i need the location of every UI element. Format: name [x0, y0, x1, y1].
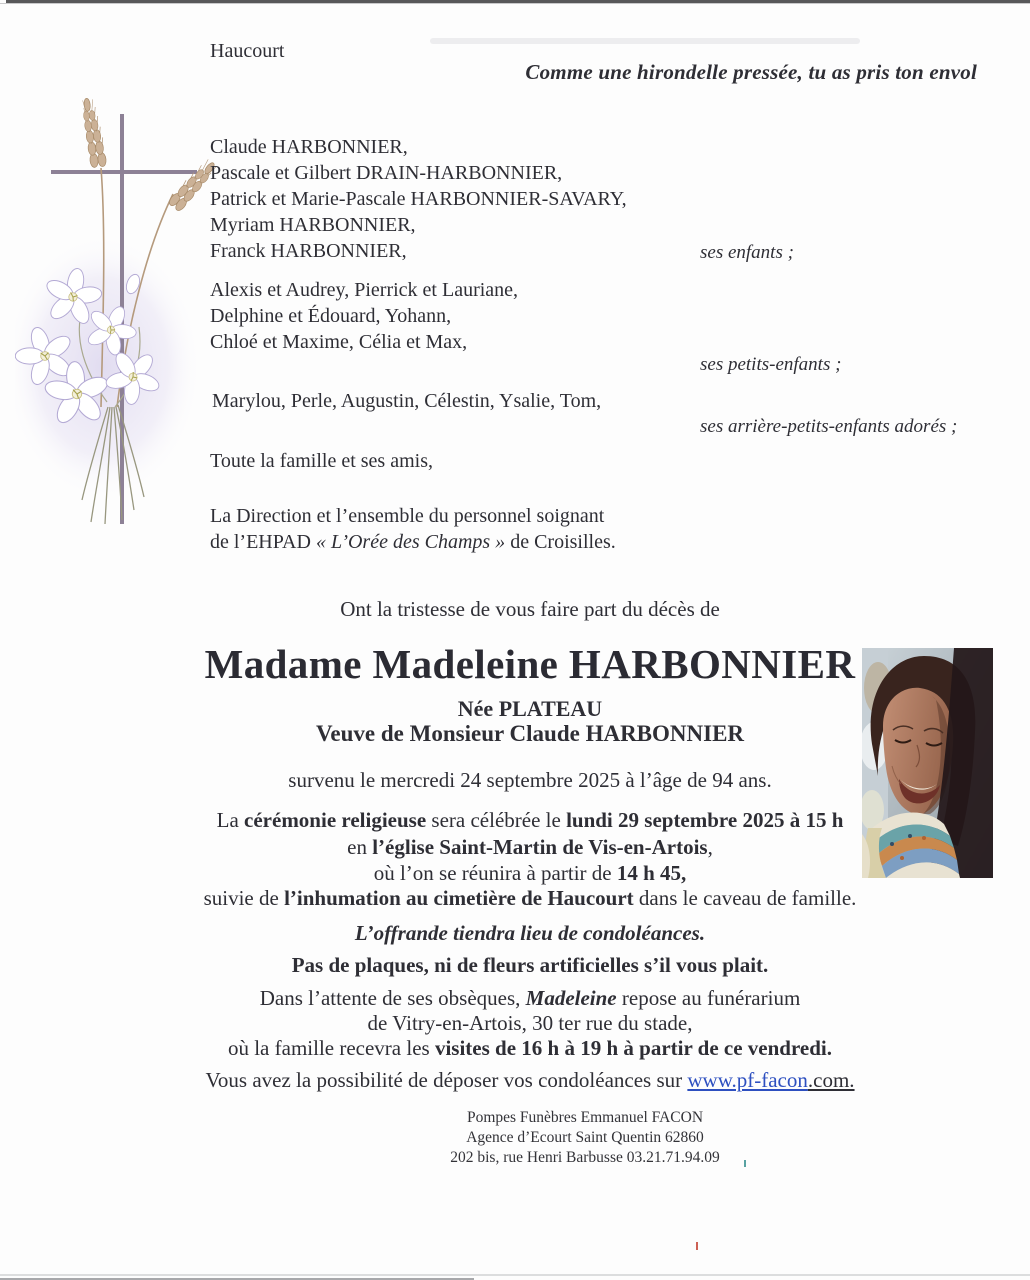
text-segment: repose au funérarium [616, 986, 801, 1010]
staff-line-2-suffix: de Croisilles. [505, 531, 616, 553]
list-item: Chloé et Maxime, Célia et Max, [210, 331, 468, 353]
all-family-line: Toute la famille et ses amis, [210, 450, 433, 472]
funeral-home-address: 202 bis, rue Henri Barbusse 03.21.71.94.09 [450, 1149, 720, 1166]
scan-speck-red [696, 1242, 698, 1250]
list-item: Myriam HARBONNIER, [210, 214, 416, 236]
ceremony-line-1 [55, 808, 1005, 833]
staff-line-2-prefix: de l’EHPAD [210, 531, 316, 553]
church-name: l’église Saint-Martin de Vis-en-Artois [372, 835, 708, 859]
text-segment: en [347, 835, 373, 859]
gathering-time: 14 h 45, [616, 861, 687, 885]
text-segment: dans le caveau de famille. [633, 886, 857, 910]
list-item: Pascale et Gilbert DRAIN-HARBONNIER, [210, 162, 563, 184]
scan-smudge [430, 38, 860, 44]
scan-edge-bottom [0, 1274, 1030, 1276]
children-names-list [210, 134, 627, 264]
text-segment: où l’on se réunira à partir de [373, 861, 617, 885]
list-item: Franck HARBONNIER, [210, 240, 407, 262]
widow-line: Veuve de Monsieur Claude HARBONNIER [315, 721, 745, 746]
repose-line-2: de Vitry-en-Artois, 30 ter rue du stade, [367, 1011, 693, 1035]
text-segment: suivie de [203, 886, 285, 910]
epigraph-quote: Comme une hirondelle pressée, tu as pris ton envol [525, 60, 977, 84]
death-date-line: survenu le mercredi 24 septembre 2025 à l’âge de 94 ans. [288, 768, 772, 792]
scan-edge-top-light [0, 3, 1030, 4]
list-item: Alexis et Audrey, Pierrick et Lauriane, [210, 279, 519, 301]
list-item: Patrick et Marie-Pascale HARBONNIER-SAVARY, [210, 188, 627, 210]
grandchildren-names-list [210, 277, 518, 355]
ceremony-type: cérémonie religieuse [244, 808, 427, 832]
list-item: Claude HARBONNIER, [210, 136, 408, 158]
children-relationship-label: ses enfants ; [700, 242, 794, 263]
offering-line: L’offrande tiendra lieu de condoléances. [354, 921, 706, 945]
great-grandchildren-relationship-label: ses arrière-petits-enfants adorés ; [700, 416, 958, 437]
ceremony-line-4 [55, 886, 1005, 911]
visits-line [55, 1036, 1005, 1061]
ehpad-name: « L’Orée des Champs » [315, 531, 506, 553]
deceased-name-title: Madame Madeleine HARBONNIER [204, 641, 856, 687]
ceremony-date-time: lundi 29 septembre 2025 à 15 h [566, 808, 844, 832]
announcement-intro: Ont la tristesse de vous faire part du décès de [340, 597, 720, 621]
funeral-home-agency: Agence d’Ecourt Saint Quentin 62860 [466, 1129, 704, 1146]
place-name: Haucourt [210, 40, 285, 62]
condolences-link-suffix: .com. [807, 1068, 855, 1092]
maiden-name: Née PLATEAU [457, 696, 603, 721]
repose-line-1 [55, 986, 1005, 1011]
condolences-line [55, 1068, 1005, 1093]
list-item: Delphine et Édouard, Yohann, [210, 305, 452, 327]
funeral-home-block [135, 1108, 1030, 1168]
deceased-first-name: Madeleine [525, 986, 617, 1010]
grandchildren-relationship-label: ses petits-enfants ; [700, 354, 842, 375]
funeral-home-name: Pompes Funèbres Emmanuel FACON [466, 1109, 704, 1126]
visit-hours: visites de 16 h à 19 h à partir de ce vendredi. [434, 1036, 833, 1060]
ceremony-line-3 [55, 861, 1005, 886]
cross-flowers-illustration [15, 72, 230, 527]
text-segment: sera célébrée le [426, 808, 567, 832]
condolences-website-link[interactable]: www.pf-facon [687, 1068, 808, 1092]
no-plaques-line: Pas de plaques, ni de fleurs artificielles s’il vous plait. [291, 953, 769, 977]
great-grandchildren-names: Marylou, Perle, Augustin, Célestin, Ysalie, Tom, [212, 390, 602, 412]
text-segment: Vous avez la possibilité de déposer vos condoléances sur [205, 1068, 688, 1092]
staff-line-2 [210, 529, 616, 555]
ceremony-line-2 [55, 835, 1005, 860]
text-segment: Dans l’attente de ses obsèques, [259, 986, 526, 1010]
care-staff-lines [210, 503, 616, 555]
burial-place: l’inhumation au cimetière de Haucourt [284, 886, 634, 910]
text-segment: où la famille recevra les [227, 1036, 435, 1060]
staff-line-1: La Direction et l’ensemble du personnel soignant [210, 505, 605, 527]
text-segment: La [216, 808, 245, 832]
text-segment: , [707, 835, 713, 859]
